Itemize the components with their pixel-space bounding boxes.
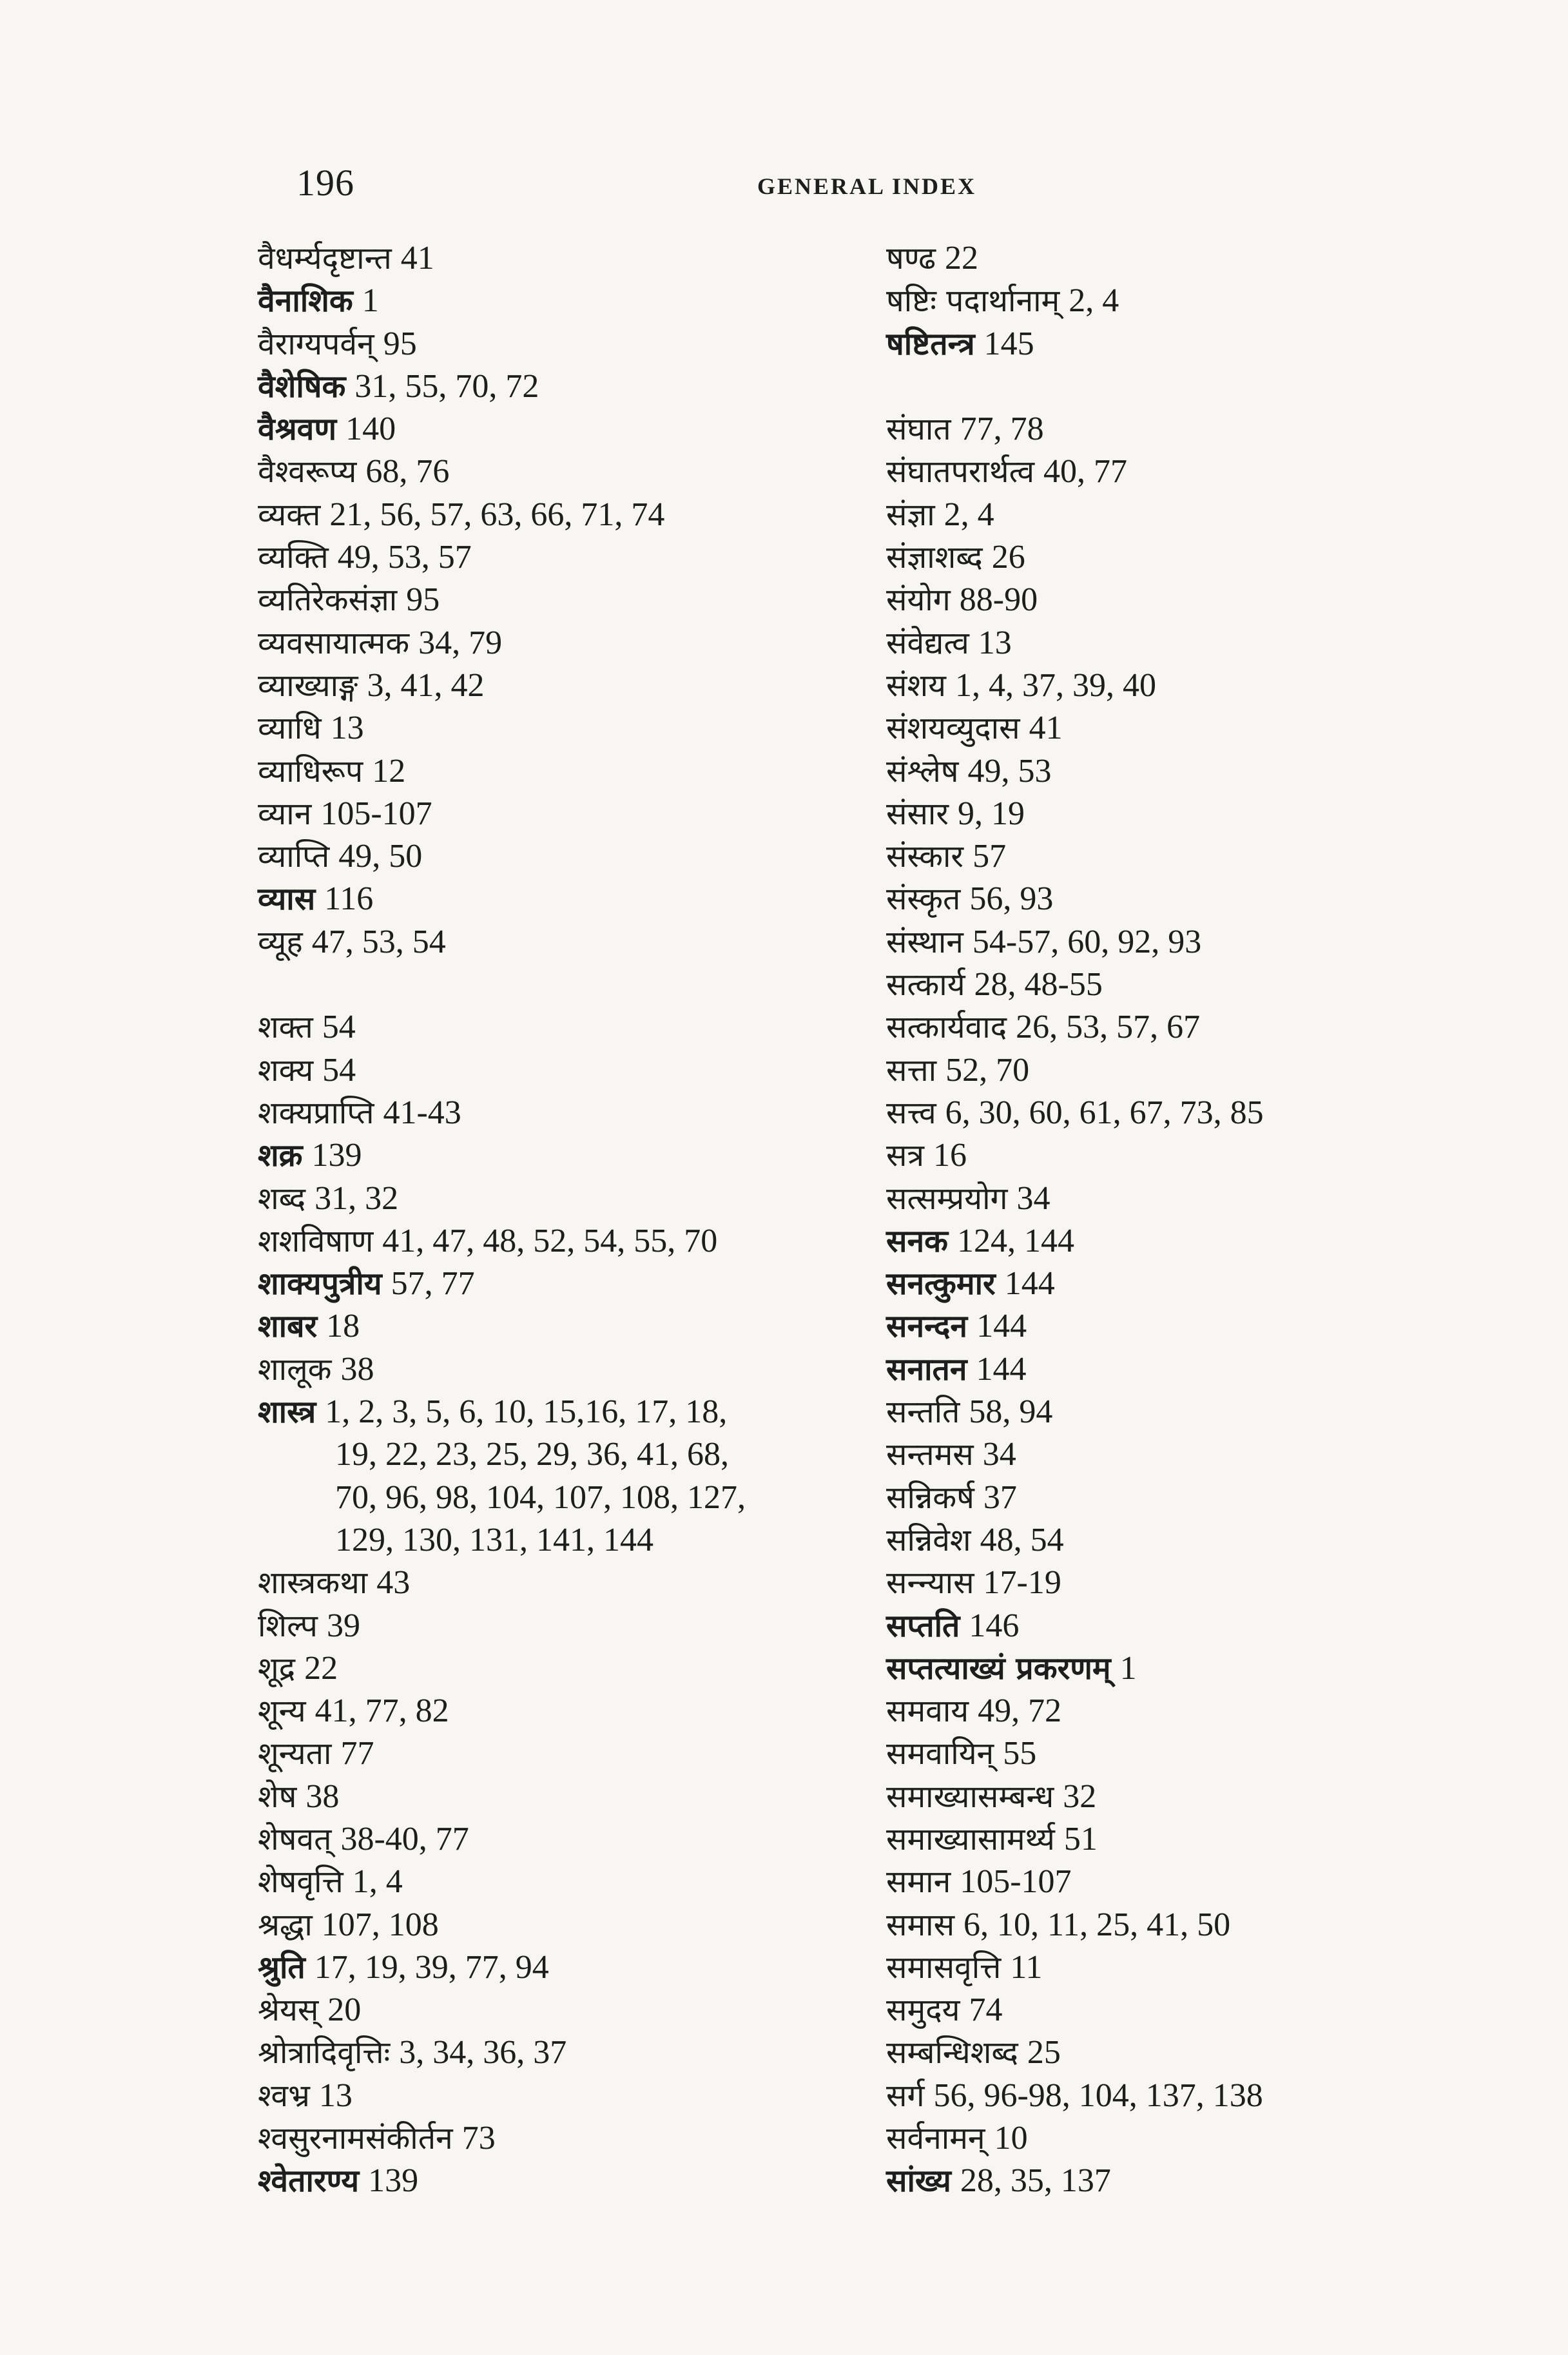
index-entry	[886, 1776, 1531, 1818]
index-term: शक्र	[258, 1138, 303, 1174]
index-page-refs: 54	[322, 1009, 356, 1046]
index-term: व्याधि	[258, 710, 322, 747]
index-entry	[886, 1092, 1531, 1134]
index-term: शेषवृत्ति	[258, 1864, 344, 1901]
index-page-refs: 57, 77	[391, 1265, 475, 1303]
index-page-refs: 32	[1063, 1778, 1097, 1815]
index-entry	[258, 1134, 864, 1177]
index-entry	[886, 1605, 1531, 1647]
index-page-refs: 12	[372, 752, 406, 790]
index-entry	[258, 408, 864, 451]
index-entry	[886, 1690, 1531, 1732]
index-term: सनक	[886, 1223, 948, 1259]
index-page-refs: 139	[368, 2162, 419, 2200]
index-entry	[258, 280, 864, 322]
index-term: संश्लेष	[886, 753, 959, 790]
index-entry	[886, 1732, 1531, 1775]
index-page-refs: 9, 19	[957, 795, 1025, 832]
index-page-refs: 18	[326, 1308, 360, 1345]
index-page-refs: 41	[1029, 710, 1063, 747]
index-entry	[258, 1776, 864, 1818]
index-page-refs: 116	[324, 880, 374, 918]
index-page-refs: 77, 78	[960, 411, 1044, 448]
index-term: शून्य	[258, 1693, 306, 1730]
index-entry	[258, 494, 864, 536]
index-term: शूद्र	[258, 1650, 296, 1687]
index-page-refs: 49, 53	[967, 752, 1052, 790]
index-page-refs: 54-57, 60, 92, 93	[972, 923, 1202, 960]
index-term: सत्सम्प्रयोग	[886, 1180, 1008, 1217]
index-page-refs: 68, 76	[365, 453, 450, 490]
index-entry	[886, 664, 1531, 707]
index-page-refs: 55	[1003, 1735, 1037, 1772]
index-term: शशविषाण	[258, 1223, 374, 1259]
index-term: वैराग्यपर्वन्	[258, 325, 374, 362]
index-term: श्रोत्रादिवृत्तिः	[258, 2035, 391, 2071]
index-entry	[886, 1433, 1531, 1476]
index-page-refs: 49, 72	[978, 1692, 1062, 1730]
index-entry	[886, 1989, 1531, 2031]
index-page-refs: 43	[376, 1564, 411, 1602]
index-page-refs: 10	[994, 2120, 1028, 2157]
index-page-refs: 38	[340, 1350, 374, 1388]
index-term: संस्थान	[886, 924, 963, 960]
index-term: षष्टितन्त्र	[886, 325, 975, 362]
index-entry	[886, 1049, 1531, 1092]
index-term: शेष	[258, 1778, 297, 1815]
index-entry	[258, 1605, 864, 1647]
index-term: समुदय	[886, 1992, 960, 2029]
index-term: शाबर	[258, 1308, 318, 1345]
index-entry	[258, 1861, 864, 1903]
index-entry	[258, 2075, 864, 2117]
index-page-refs: 107, 108	[321, 1906, 439, 1943]
index-entry	[258, 1092, 864, 1134]
index-term: सत्ता	[886, 1052, 937, 1089]
index-page-refs: 145	[983, 325, 1034, 362]
index-entry	[886, 1305, 1531, 1348]
index-term: सप्तति	[886, 1607, 960, 1644]
index-page-refs: 22	[945, 240, 979, 276]
index-page-refs: 77	[340, 1735, 374, 1772]
index-entry	[258, 1647, 864, 1690]
index-term: वैनाशिक	[258, 283, 353, 320]
index-entry	[886, 1861, 1531, 1903]
index-page-refs: 17-19	[983, 1564, 1061, 1602]
index-entry	[886, 579, 1531, 621]
index-term: संज्ञाशब्द	[886, 539, 983, 576]
index-entry	[886, 2031, 1531, 2074]
index-term: शाक्यपुत्रीय	[258, 1266, 382, 1303]
index-entry	[258, 1989, 864, 2031]
index-term: सन्निकर्ष	[886, 1479, 974, 1516]
index-page-refs: 139	[311, 1137, 362, 1174]
index-term: व्यक्ति	[258, 539, 329, 576]
index-entry	[258, 579, 864, 621]
page-number: 196	[296, 162, 354, 204]
index-page-refs: 37	[983, 1478, 1017, 1516]
index-page-refs: 52, 70	[945, 1051, 1030, 1089]
index-entry	[886, 1519, 1531, 1562]
index-entry	[258, 2117, 864, 2160]
index-entry	[886, 2075, 1531, 2117]
index-term: व्यवसायात्मक	[258, 625, 410, 661]
index-entry	[258, 365, 864, 408]
index-term: वैशेषिक	[258, 368, 346, 405]
index-page-refs: 146	[969, 1607, 1020, 1644]
index-page-refs: 6, 30, 60, 61, 67, 73, 85	[945, 1094, 1264, 1131]
index-entry	[258, 750, 864, 793]
index-entry	[886, 1647, 1531, 1690]
index-page-refs: 88-90	[959, 581, 1038, 619]
index-term: वैश्रवण	[258, 411, 337, 448]
index-page-refs: 144	[976, 1350, 1027, 1388]
index-entry	[886, 408, 1531, 451]
index-term: संसार	[886, 795, 949, 832]
index-term: सनन्दन	[886, 1308, 968, 1345]
index-term: सन्तति	[886, 1394, 960, 1431]
index-page-refs: 48, 54	[980, 1521, 1064, 1558]
index-term: व्यास	[258, 881, 316, 918]
index-page-refs: 38-40, 77	[340, 1820, 469, 1857]
index-term: शेषवत्	[258, 1821, 332, 1857]
index-column-left	[258, 237, 864, 2203]
index-page-refs: 54	[322, 1051, 356, 1089]
index-term: शास्त्र	[258, 1394, 316, 1431]
index-term: समान	[886, 1864, 951, 1901]
index-term: समासवृत्ति	[886, 1949, 1002, 1986]
index-term: संशय	[886, 667, 946, 704]
index-entry	[886, 323, 1531, 365]
index-term: व्याधिरूप	[258, 753, 363, 790]
index-term: सनत्कुमार	[886, 1266, 996, 1303]
index-page-refs: 2, 4	[1069, 282, 1119, 320]
index-entry-continuation	[258, 1477, 864, 1519]
index-term: समास	[886, 1906, 955, 1943]
index-entry	[258, 664, 864, 707]
index-page-refs: 21, 56, 57, 63, 66, 71, 74	[329, 496, 665, 533]
index-entry	[886, 1134, 1531, 1177]
index-entry	[886, 2117, 1531, 2160]
index-term: षष्टिः पदार्थानाम्	[886, 283, 1060, 320]
index-term: सन्न्यास	[886, 1565, 974, 1602]
index-entry	[886, 494, 1531, 536]
index-entry	[886, 2160, 1531, 2202]
index-entry-continuation	[258, 1519, 864, 1562]
index-term: सत्त्व	[886, 1094, 936, 1131]
index-page-refs: 38	[305, 1778, 340, 1815]
index-page-refs: 105-107	[960, 1863, 1072, 1901]
index-term: व्याप्ति	[258, 838, 330, 875]
index-page-refs: 3, 34, 36, 37	[399, 2034, 567, 2071]
index-entry	[258, 1049, 864, 1092]
index-term: सांख्य	[886, 2163, 951, 2200]
index-page-refs: 22	[304, 1649, 338, 1687]
index-page-refs: 28, 48-55	[974, 966, 1103, 1003]
index-page-refs: 41, 77, 82	[315, 1692, 449, 1730]
index-entry	[886, 1946, 1531, 1989]
index-term: सन्निवेश	[886, 1522, 971, 1558]
index-entry	[258, 622, 864, 664]
index-page-refs: 73	[461, 2120, 496, 2157]
index-page-refs: 1, 4	[352, 1863, 403, 1901]
index-page-refs: 56, 96-98, 104, 137, 138	[933, 2077, 1263, 2114]
index-entry	[886, 1904, 1531, 1946]
index-term: सप्तत्याख्यं प्रकरणम्	[886, 1650, 1111, 1687]
index-page-refs: 3, 41, 42	[367, 666, 485, 704]
index-term: सम्बन्धिशब्द	[886, 2035, 1018, 2071]
index-page-refs: 31, 32	[315, 1179, 399, 1217]
index-entry	[886, 536, 1531, 579]
index-group-gap	[886, 365, 1531, 408]
index-page-refs: 1, 2, 3, 5, 6, 10, 15,16, 17, 18,	[325, 1393, 728, 1431]
index-term: समाख्यासामर्थ्य	[886, 1821, 1055, 1857]
index-entry	[258, 1732, 864, 1775]
index-entry	[258, 1818, 864, 1861]
index-page-refs: 2, 4	[944, 496, 994, 533]
index-entry	[886, 1220, 1531, 1263]
index-page-refs: 56, 93	[969, 880, 1054, 918]
index-term: शून्यता	[258, 1736, 332, 1772]
index-entry	[258, 1391, 864, 1433]
index-term: वैधर्म्यदृष्टान्त	[258, 240, 392, 276]
index-term: शिल्प	[258, 1607, 318, 1644]
index-term: सत्कार्य	[886, 967, 965, 1003]
index-entry	[258, 921, 864, 964]
index-page-refs: 28, 35, 137	[960, 2162, 1111, 2200]
index-entry	[886, 750, 1531, 793]
index-term: व्याख्याङ्ग	[258, 667, 358, 704]
index-term: सर्वनामन्	[886, 2120, 985, 2157]
index-page-refs: 13	[978, 624, 1012, 661]
index-term: समाख्यासम्बन्ध	[886, 1778, 1054, 1815]
index-page-refs: 26, 53, 57, 67	[1016, 1009, 1201, 1046]
index-entry	[886, 921, 1531, 964]
index-entry	[258, 1006, 864, 1049]
index-entry	[886, 1477, 1531, 1519]
index-term: सनातन	[886, 1351, 967, 1388]
index-page-refs: 49, 50	[338, 838, 423, 875]
index-entry	[258, 878, 864, 920]
index-term: सर्ग	[886, 2077, 925, 2114]
index-term: संघातपरार्थत्व	[886, 454, 1035, 490]
index-entry	[886, 964, 1531, 1006]
index-entry	[258, 1946, 864, 1989]
index-term: व्यक्त	[258, 496, 321, 533]
index-term: व्यान	[258, 795, 312, 832]
index-entry	[886, 1006, 1531, 1049]
index-page-refs: 1	[1119, 1649, 1137, 1687]
index-term: शक्यप्राप्ति	[258, 1094, 374, 1131]
index-page-refs: 39	[326, 1607, 360, 1644]
index-page-refs: 95	[406, 581, 440, 619]
index-entry	[258, 451, 864, 493]
index-term: षण्ढ	[886, 240, 936, 276]
index-term: वैश्वरूप्य	[258, 454, 357, 490]
index-page-refs: 41, 47, 48, 52, 54, 55, 70	[382, 1222, 718, 1259]
index-term: शक्य	[258, 1052, 314, 1089]
index-column-right	[886, 237, 1531, 2203]
index-term: श्वभ्र	[258, 2077, 310, 2114]
index-page-refs: 19, 22, 23, 25, 29, 36, 41, 68,	[335, 1436, 729, 1473]
index-page-refs: 1	[362, 282, 379, 320]
index-page-refs: 144	[976, 1308, 1027, 1345]
index-entry	[258, 323, 864, 365]
index-term: श्रुति	[258, 1949, 305, 1986]
index-page-refs: 25	[1027, 2034, 1061, 2071]
index-entry	[258, 237, 864, 280]
index-page-refs: 47, 53, 54	[311, 923, 446, 960]
index-page-refs: 13	[318, 2077, 353, 2114]
index-page-refs: 140	[345, 411, 396, 448]
index-page-refs: 17, 19, 39, 77, 94	[314, 1948, 549, 1986]
index-entry	[886, 878, 1531, 920]
index-page-refs: 31, 55, 70, 72	[354, 367, 539, 405]
index-entry	[886, 451, 1531, 493]
index-term: व्यतिरेकसंज्ञा	[258, 582, 398, 619]
index-term: शब्द	[258, 1180, 306, 1217]
index-entry	[886, 1818, 1531, 1861]
index-page-refs: 70, 96, 98, 104, 107, 108, 127,	[335, 1478, 746, 1516]
index-term: संघात	[886, 411, 951, 448]
index-entry	[258, 835, 864, 878]
index-term: श्रेयस्	[258, 1992, 319, 2029]
index-entry	[886, 707, 1531, 750]
index-page-refs: 74	[969, 1992, 1003, 2029]
index-entry	[886, 1562, 1531, 1604]
index-entry	[258, 1562, 864, 1604]
index-page-refs: 40, 77	[1043, 453, 1128, 490]
index-page-refs: 41-43	[383, 1094, 461, 1131]
index-term: संवेद्यत्व	[886, 625, 969, 661]
index-page-refs: 105-107	[320, 795, 432, 832]
index-entry	[258, 1904, 864, 1946]
index-entry	[886, 835, 1531, 878]
index-term: समवाय	[886, 1693, 969, 1730]
index-entry	[258, 793, 864, 835]
index-entry	[258, 1178, 864, 1220]
index-page-refs: 13	[330, 710, 364, 747]
index-page-refs: 1, 4, 37, 39, 40	[954, 666, 1156, 704]
index-page-refs: 26	[991, 539, 1025, 576]
index-entry	[258, 2031, 864, 2074]
index-term: श्वेतारण्य	[258, 2163, 360, 2200]
index-term: संस्कृत	[886, 881, 961, 918]
index-entry	[886, 793, 1531, 835]
index-page-refs: 49, 53, 57	[337, 539, 472, 576]
index-page-refs: 57	[973, 838, 1007, 875]
index-term: व्यूह	[258, 924, 303, 960]
index-entry	[258, 1348, 864, 1391]
index-page-refs: 6, 10, 11, 25, 41, 50	[963, 1906, 1231, 1943]
index-term: संज्ञा	[886, 496, 935, 533]
index-term: शक्त	[258, 1009, 313, 1046]
index-entry	[886, 1178, 1531, 1220]
index-entry	[886, 1263, 1531, 1305]
running-head: GENERAL INDEX	[757, 173, 977, 199]
index-entry	[886, 237, 1531, 280]
index-page-refs: 144	[1004, 1265, 1055, 1303]
index-page-refs: 124, 144	[956, 1222, 1074, 1259]
index-term: समवायिन्	[886, 1736, 994, 1772]
index-page-refs: 51	[1063, 1820, 1098, 1857]
index-term: संयोग	[886, 582, 951, 619]
index-entry	[258, 1220, 864, 1263]
index-entry	[258, 1305, 864, 1348]
index-page-refs: 34	[1016, 1179, 1050, 1217]
index-term: शालूक	[258, 1351, 332, 1388]
index-page-refs: 34, 79	[418, 624, 503, 661]
index-entry	[886, 280, 1531, 322]
index-page-refs: 129, 130, 131, 141, 144	[335, 1521, 653, 1558]
index-entry	[258, 1690, 864, 1732]
index-page-refs: 95	[383, 325, 417, 362]
index-entry-continuation	[258, 1433, 864, 1476]
index-page-refs: 11	[1010, 1948, 1043, 1986]
index-page-refs: 41	[400, 240, 434, 276]
index-entry	[258, 707, 864, 750]
index-term: संस्कार	[886, 838, 964, 875]
index-group-gap	[258, 964, 864, 1006]
index-page-refs: 34	[982, 1436, 1016, 1473]
index-term: सत्कार्यवाद	[886, 1009, 1007, 1046]
index-entry	[258, 2160, 864, 2202]
index-term: श्रद्धा	[258, 1906, 313, 1943]
index-term: श्वसुरनामसंकीर्तन	[258, 2120, 453, 2157]
index-page-refs: 58, 94	[969, 1393, 1053, 1431]
index-entry	[258, 1263, 864, 1305]
index-entry	[258, 536, 864, 579]
index-term: सन्तमस	[886, 1437, 974, 1473]
index-term: संशयव्युदास	[886, 710, 1020, 747]
index-entry	[886, 1348, 1531, 1391]
index-entry	[886, 622, 1531, 664]
index-page-refs: 20	[327, 1992, 362, 2029]
index-term: सत्र	[886, 1138, 924, 1174]
index-page-refs: 16	[933, 1137, 967, 1174]
index-term: शास्त्रकथा	[258, 1565, 368, 1602]
index-entry	[886, 1391, 1531, 1433]
